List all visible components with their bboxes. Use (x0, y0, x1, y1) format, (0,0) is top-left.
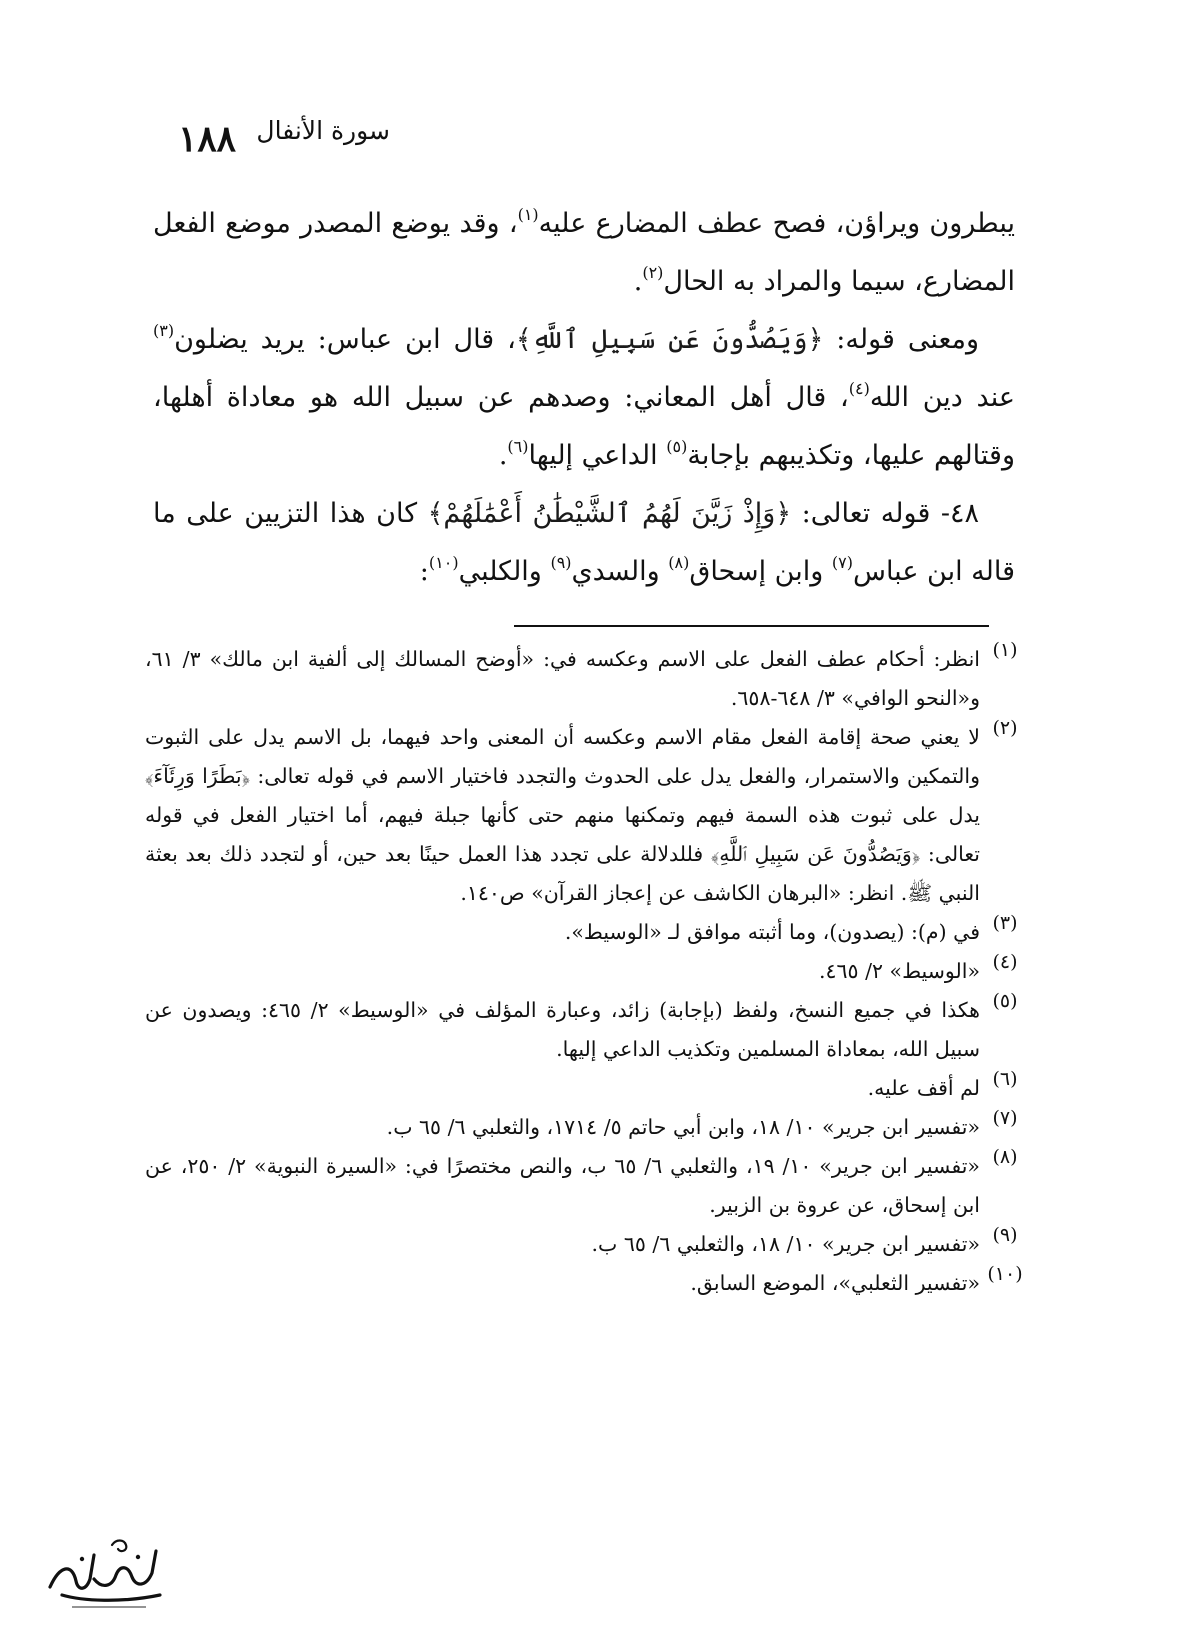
quran-verse: ﴿وَيَصُدُّونَ عَن سَبِيلِ ٱللَّهِ﴾ (515, 324, 824, 355)
quran-verse: ﴿وَإِذْ زَيَّنَ لَهُمُ ٱلشَّيْطَٰنُ أَعْمَٰلَهُمْ﴾ (427, 498, 792, 529)
footnote-item (145, 1108, 1030, 1147)
page-number: ١٨٨ (178, 118, 237, 160)
footnote-number: (١) (992, 639, 1018, 661)
text-span: والسدي (571, 556, 669, 587)
text-span: كان هذا التزيين على ما قاله ابن عباس (153, 498, 1015, 587)
footnote-number: (٣) (992, 912, 1018, 934)
footnote-ref-1[interactable]: (١) (517, 205, 539, 224)
surah-title: سورة الأنفال (256, 116, 390, 145)
footnote-text: لم أقف عليه. (867, 1076, 980, 1100)
footnote-ref-7[interactable]: (٧) (831, 553, 853, 572)
footnote-number: (٦) (992, 1068, 1018, 1090)
footnote-ref-3[interactable]: (٣) (153, 321, 175, 340)
footnote-number: (٧) (992, 1107, 1018, 1129)
text-span: ، وقد يوضع المصدر موضع الفعل المضارع، سيما والمراد به الحال (153, 208, 1015, 297)
footnote-text: لا يعني صحة إقامة الفعل مقام الاسم وعكسه أن المعنى واحد فيهما، بل الاسم يدل على الثبوت والتمكين والاستمرار، والفعل يدل على الحدوث والتجدد فاختيار الاسم في قوله تعالى: ﴿بَطَرًا وَرِئَآءَ﴾ يدل على ثبوت هذه السمة فيهم وتمكنها منهم حتى كأنها جبلة فيهم، أما اختيار الفعل في قوله تعالى: ﴿وَيَصُدُّونَ عَن سَبِيلِ ٱللَّهِ﴾ فللدلالة على تجدد هذا العمل حينًا بعد حين، أو لتجدد ذلك بعد بعثة النبي ﷺ. انظر: «البرهان الكاشف عن إعجاز القرآن» ص١٤٠. (145, 725, 980, 905)
paragraph-3 (153, 485, 1015, 601)
text-span: ، قال ابن عباس: يريد يضلون (174, 324, 516, 355)
footnote-text: في (م): (يصدون)، وما أثبته موافق لـ «الوسيط». (564, 920, 980, 944)
footnote-number: (٤) (992, 951, 1018, 973)
footnote-item (145, 1225, 1030, 1264)
paragraph-1 (153, 195, 1015, 311)
footnote-text: «تفسير ابن جرير» ١٠/ ١٨، والثعلبي ٦/ ٦٥ ب. (591, 1232, 980, 1256)
logo-calligraphy-icon (42, 1525, 170, 1615)
footnotes (145, 640, 1030, 1303)
text-span: وابن إسحاق (689, 556, 832, 587)
footnote-text: هكذا في جميع النسخ، ولفظ (بإجابة) زائد، وعبارة المؤلف في «الوسيط» ٢/ ٤٦٥: ويصدون عن سبيل الله، بمعاداة المسلمين وتكذيب الداعي إليها. (145, 998, 980, 1061)
footnote-ref-10[interactable]: (١٠) (428, 553, 459, 572)
footnote-item (145, 718, 1030, 913)
text-span: عند دين الله (869, 382, 1015, 413)
footnote-item (145, 1147, 1030, 1225)
almoshahem-logo (42, 1525, 170, 1615)
footnote-item (145, 952, 1030, 991)
footnote-number: (٨) (992, 1146, 1018, 1168)
text-span: ، قال أهل المعاني: وصدهم عن سبيل الله هو معاداة أهلها، وقتالهم عليها، وتكذيبهم بإجابة (153, 382, 1015, 471)
footnote-ref-9[interactable]: (٩) (550, 553, 572, 572)
footnote-ref-5[interactable]: (٥) (666, 437, 688, 456)
footnote-item (145, 991, 1030, 1069)
text-span: والكلبي (458, 556, 551, 587)
footnote-number: (٩) (992, 1224, 1018, 1246)
footnote-text: «تفسير ابن جرير» ١٠/ ١٨، وابن أبي حاتم ٥/ ١٧١٤، والثعلبي ٦/ ٦٥ ب. (386, 1115, 980, 1139)
footnote-text: «الوسيط» ٢/ ٤٦٥. (819, 959, 980, 983)
text-span: ٤٨- قوله تعالى: (791, 498, 979, 529)
footnote-text: «تفسير ابن جرير» ١٠/ ١٩، والثعلبي ٦/ ٦٥ ب، والنص مختصرًا في: «السيرة النبوية» ٢/ ٢٥٠، عن ابن إسحاق، عن عروة بن الزبير. (145, 1154, 980, 1217)
footnote-ref-6[interactable]: (٦) (507, 437, 529, 456)
footnote-divider (514, 625, 989, 627)
footnote-item (145, 913, 1030, 952)
text-span: الداعي إليها (528, 440, 667, 471)
footnote-ref-8[interactable]: (٨) (668, 553, 690, 572)
text-span: . (633, 266, 643, 297)
main-text (153, 195, 1015, 601)
footnote-text: «تفسير الثعلبي»، الموضع السابق. (690, 1271, 980, 1295)
paragraph-2 (153, 311, 1015, 485)
footnote-item (145, 640, 1030, 718)
footnote-ref-4[interactable]: (٤) (848, 379, 870, 398)
footnote-number: (١٠) (987, 1263, 1023, 1285)
footnote-text: انظر: أحكام عطف الفعل على الاسم وعكسه في: «أوضح المسالك إلى ألفية ابن مالك» ٣/ ٦١، و«النحو الوافي» ٣/ ٦٤٨-٦٥٨. (145, 647, 980, 710)
text-span: . (498, 440, 508, 471)
footnote-number: (٢) (992, 717, 1018, 739)
text-span: يبطرون ويراؤن، فصح عطف المضارع عليه (538, 208, 1015, 239)
text-span: ومعنى قوله: (823, 324, 979, 355)
footnote-item (145, 1264, 1030, 1303)
footnote-number: (٥) (992, 990, 1018, 1012)
text-span: : (419, 556, 429, 587)
footnote-item (145, 1069, 1030, 1108)
footnote-ref-2[interactable]: (٢) (642, 263, 664, 282)
